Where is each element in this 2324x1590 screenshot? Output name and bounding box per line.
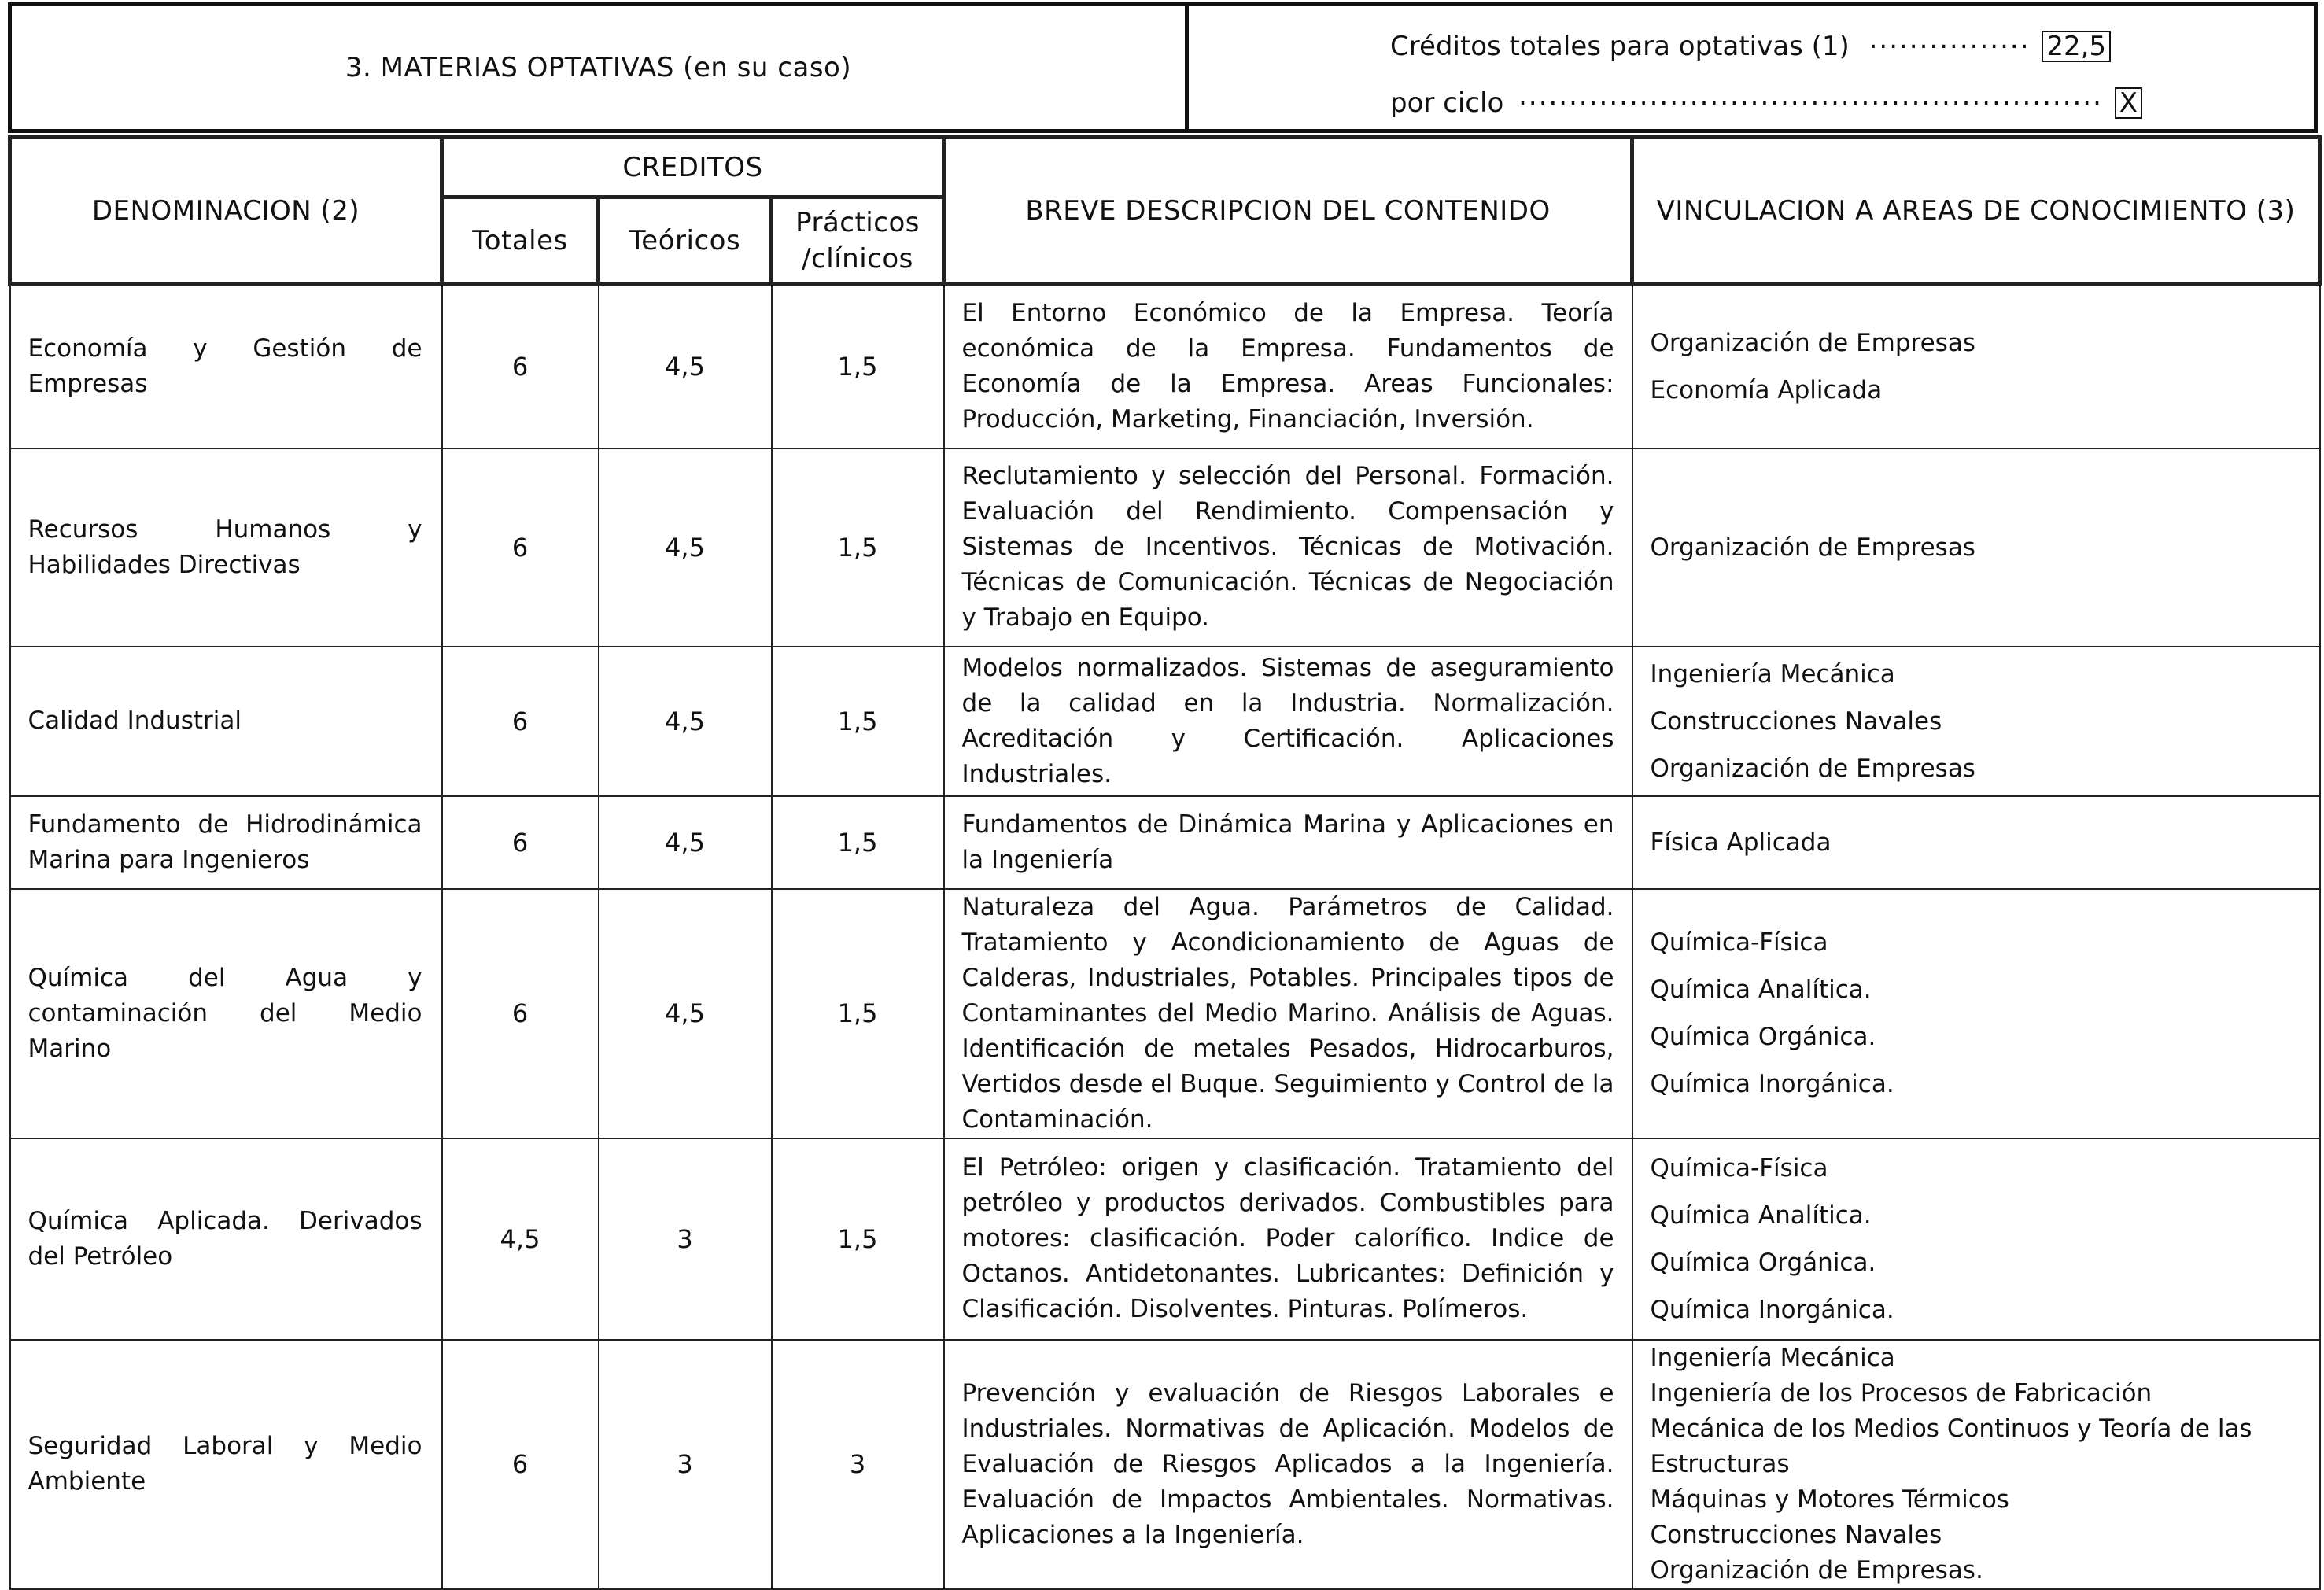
row-areas	[1632, 284, 2320, 448]
col-header-creditos: CREDITOS	[442, 138, 944, 197]
row-totales: 6	[442, 1340, 599, 1589]
row-totales: 4,5	[442, 1138, 599, 1340]
credits-total-line	[1390, 24, 2111, 62]
row-practicos: 1,5	[772, 796, 944, 889]
credits-summary-box	[1185, 2, 2318, 133]
area-item: Química Analítica.	[1650, 1201, 1872, 1230]
col-header-practicos	[772, 197, 944, 284]
col-header-totales: Totales	[442, 197, 599, 284]
row-areas	[1632, 1138, 2320, 1340]
area-item: Química-Física	[1650, 1153, 1828, 1182]
row-denominacion: Calidad Industrial	[10, 647, 442, 796]
row-totales: 6	[442, 889, 599, 1138]
row-practicos: 3	[772, 1340, 944, 1589]
table-row	[10, 647, 2320, 796]
table-row	[10, 796, 2320, 889]
area-item: Organización de Empresas	[1650, 328, 1975, 357]
row-totales: 6	[442, 796, 599, 889]
row-denominacion: Química del Agua y contaminación del Medio Marino	[10, 889, 442, 1138]
cycle-dots: ..........................................................	[1518, 80, 2103, 112]
row-teoricos: 3	[599, 1138, 772, 1340]
row-descripcion-text: Prevención y evaluación de Riesgos Laborales e Industriales. Normativas de Aplicación. Modelos de Evaluación de Riesgos Aplicados a la Ingeniería. Evaluación de Impactos Ambientales. Normativas. Aplicaciones a la Ingeniería.	[961, 1378, 1614, 1549]
area-item: Ingeniería de los Procesos de Fabricación	[1650, 1378, 2152, 1407]
row-descripcion-text: Reclutamiento y selección del Personal. Formación. Evaluación del Rendimiento. Compensación y Sistemas de Incentivos. Técnicas de Motivación. Técnicas de Comunicación. Técnicas de Negociación y Trabajo en Equipo.	[961, 462, 1614, 632]
col-header-descripcion: BREVE DESCRIPCION DEL CONTENIDO	[944, 138, 1632, 284]
row-descripcion	[944, 1340, 1632, 1589]
row-practicos: 1,5	[772, 448, 944, 647]
row-denominacion: Química Aplicada. Derivados del Petróleo	[10, 1138, 442, 1340]
area-item: Economía Aplicada	[1650, 375, 1883, 404]
area-item: Química Orgánica.	[1650, 1248, 1876, 1277]
row-teoricos: 4,5	[599, 647, 772, 796]
row-areas	[1632, 448, 2320, 647]
table-row	[10, 284, 2320, 448]
col-header-vinculacion: VINCULACION A AREAS DE CONOCIMIENTO (3)	[1632, 138, 2320, 284]
row-teoricos: 4,5	[599, 889, 772, 1138]
row-teoricos: 4,5	[599, 448, 772, 647]
col-header-practicos-line1: Prácticos	[795, 206, 920, 238]
row-descripcion	[944, 889, 1632, 1138]
row-teoricos: 4,5	[599, 284, 772, 448]
row-descripcion	[944, 448, 1632, 647]
row-descripcion	[944, 1138, 1632, 1340]
area-item: Química Inorgánica.	[1650, 1295, 1894, 1324]
row-areas	[1632, 1340, 2320, 1589]
area-item: Organización de Empresas	[1650, 754, 1975, 783]
cycle-label: por ciclo	[1390, 87, 1504, 119]
area-item: Máquinas y Motores Térmicos	[1650, 1485, 2009, 1514]
row-denominacion: Economía y Gestión de Empresas	[10, 284, 442, 448]
optional-subjects-table	[8, 135, 2322, 1590]
area-item: Química Inorgánica.	[1650, 1070, 1894, 1098]
area-item: Construcciones Navales	[1650, 1520, 1942, 1549]
row-denominacion: Seguridad Laboral y Medio Ambiente	[10, 1340, 442, 1589]
row-teoricos: 4,5	[599, 796, 772, 889]
row-descripcion	[944, 284, 1632, 448]
row-totales: 6	[442, 647, 599, 796]
row-totales: 6	[442, 448, 599, 647]
table-row	[10, 1138, 2320, 1340]
credits-total-label: Créditos totales para optativas (1)	[1390, 31, 1850, 62]
area-item: Química-Física	[1650, 928, 1828, 957]
area-item: Ingeniería Mecánica	[1650, 1343, 1895, 1372]
row-practicos: 1,5	[772, 1138, 944, 1340]
area-item: Organización de Empresas	[1650, 533, 1975, 562]
table-row	[10, 448, 2320, 647]
row-descripcion-text: El Entorno Económico de la Empresa. Teoría económica de la Empresa. Fundamentos de Economía de la Empresa. Areas Funcionales: Producción, Marketing, Financiación, Inversión.	[961, 298, 1614, 433]
area-item: Mecánica de los Medios Continuos y Teoría de las Estructuras	[1650, 1414, 2252, 1478]
col-header-teoricos: Teóricos	[599, 197, 772, 284]
col-header-denominacion: DENOMINACION (2)	[10, 138, 442, 284]
row-descripcion-text: El Petróleo: origen y clasificación. Tratamiento del petróleo y productos derivados. Combustibles para motores: clasificación. Poder calorífico. Indice de Octanos. Antidetonantes. Lubricantes: Definición y Clasificación. Disolventes. Pinturas. Polímeros.	[961, 1153, 1614, 1323]
area-item: Química Analítica.	[1650, 976, 1872, 1004]
row-totales: 6	[442, 284, 599, 448]
row-areas	[1632, 647, 2320, 796]
row-descripcion-text: Modelos normalizados. Sistemas de aseguramiento de la calidad en la Industria. Normalización. Acreditación y Certificación. Aplicaciones Industriales.	[961, 653, 1614, 788]
row-denominacion: Recursos Humanos y Habilidades Directivas	[10, 448, 442, 647]
credits-total-value: 22,5	[2042, 31, 2111, 62]
row-practicos: 1,5	[772, 647, 944, 796]
row-descripcion-text: Naturaleza del Agua. Parámetros de Calidad. Tratamiento y Acondicionamiento de Aguas de Calderas, Industriales, Potables. Principales tipos de Contaminantes del Medio Marino. Análisis de Aguas. Identificación de metales Pesados, Hidrocarburos, Vertidos desde el Buque. Seguimiento y Control de la Contaminación.	[961, 892, 1614, 1134]
area-item: Organización de Empresas.	[1650, 1555, 1983, 1584]
area-item: Ingeniería Mecánica	[1650, 659, 1895, 688]
table-row	[10, 1340, 2320, 1589]
cycle-line	[1390, 80, 2142, 119]
row-practicos: 1,5	[772, 284, 944, 448]
row-descripcion-text: Fundamentos de Dinámica Marina y Aplicaciones en la Ingeniería	[961, 810, 1614, 874]
col-header-practicos-line2: /clínicos	[802, 242, 913, 275]
row-areas	[1632, 796, 2320, 889]
cycle-value: X	[2115, 87, 2142, 119]
table-row	[10, 889, 2320, 1138]
area-item: Física Aplicada	[1650, 828, 1832, 857]
row-teoricos: 3	[599, 1340, 772, 1589]
section-title: 3. MATERIAS OPTATIVAS (en su caso)	[345, 52, 852, 83]
row-descripcion	[944, 647, 1632, 796]
row-denominacion: Fundamento de Hidrodinámica Marina para Ingenieros	[10, 796, 442, 889]
row-practicos: 1,5	[772, 889, 944, 1138]
area-item: Química Orgánica.	[1650, 1023, 1876, 1051]
row-descripcion	[944, 796, 1632, 889]
section-title-box	[8, 2, 1189, 133]
credits-total-dots: ................	[1868, 24, 2031, 55]
row-areas	[1632, 889, 2320, 1138]
area-item: Construcciones Navales	[1650, 706, 1942, 736]
